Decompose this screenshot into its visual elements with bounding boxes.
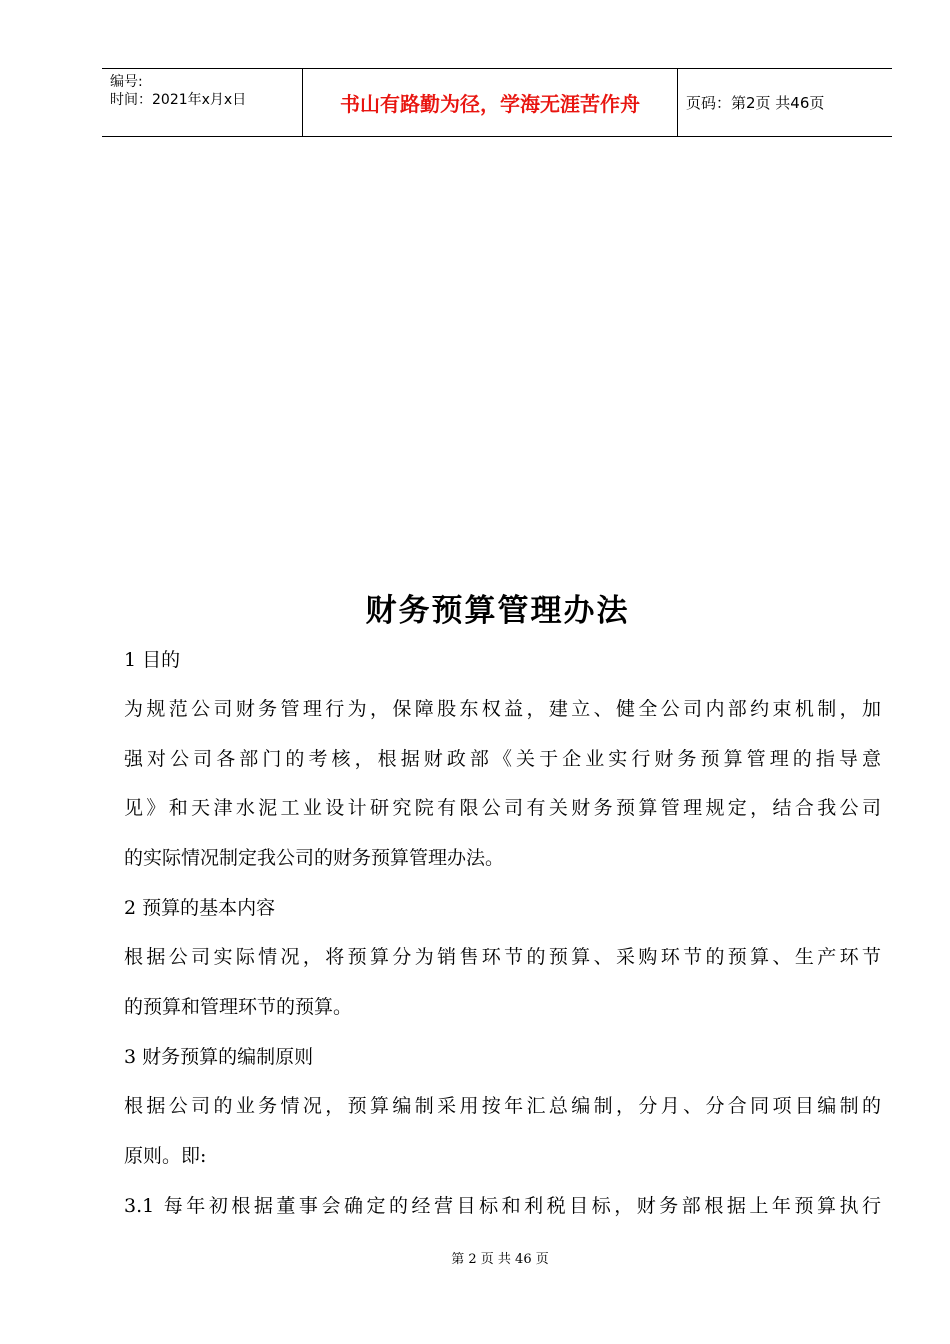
body-line: 3.1 每年初根据董事会确定的经营目标和利税目标，财务部根据上年预算执行 [124, 1195, 881, 1217]
section-heading-2: 2 预算的基本内容 [124, 897, 276, 919]
body-line: 强对公司各部门的考核，根据财政部《关于企业实行财务预算管理的指导意 [124, 748, 881, 770]
body-line: 根据公司的业务情况，预算编制采用按年汇总编制，分月、分合同项目编制的 [124, 1095, 881, 1117]
section-heading-3: 3 财务预算的编制原则 [124, 1046, 314, 1068]
header-meta [102, 69, 303, 136]
page-footer: 第 2 页 共 46 页 [451, 1252, 549, 1267]
serial-label: 编号: [110, 74, 143, 90]
body-line: 原则。即: [124, 1145, 207, 1167]
page-header [102, 68, 892, 137]
body-line: 的预算和管理环节的预算。 [124, 996, 353, 1018]
document-title: 财务预算管理办法 [365, 593, 630, 629]
section-heading-1: 1 目的 [124, 649, 181, 671]
body-line: 为规范公司财务管理行为，保障股东权益，建立、健全公司内部约束机制，加 [124, 698, 881, 720]
header-page-info: 页码：第2页 共46页 [686, 94, 825, 112]
body-line: 见》和天津水泥工业设计研究院有限公司有关财务预算管理规定，结合我公司 [124, 797, 881, 819]
time-label: 时间：2021年x月x日 [110, 92, 247, 108]
header-motto: 书山有路勤为径，学海无涯苦作舟 [303, 69, 678, 136]
body-line: 的实际情况制定我公司的财务预算管理办法。 [124, 847, 505, 869]
body-line: 根据公司实际情况，将预算分为销售环节的预算、采购环节的预算、生产环节 [124, 946, 881, 968]
